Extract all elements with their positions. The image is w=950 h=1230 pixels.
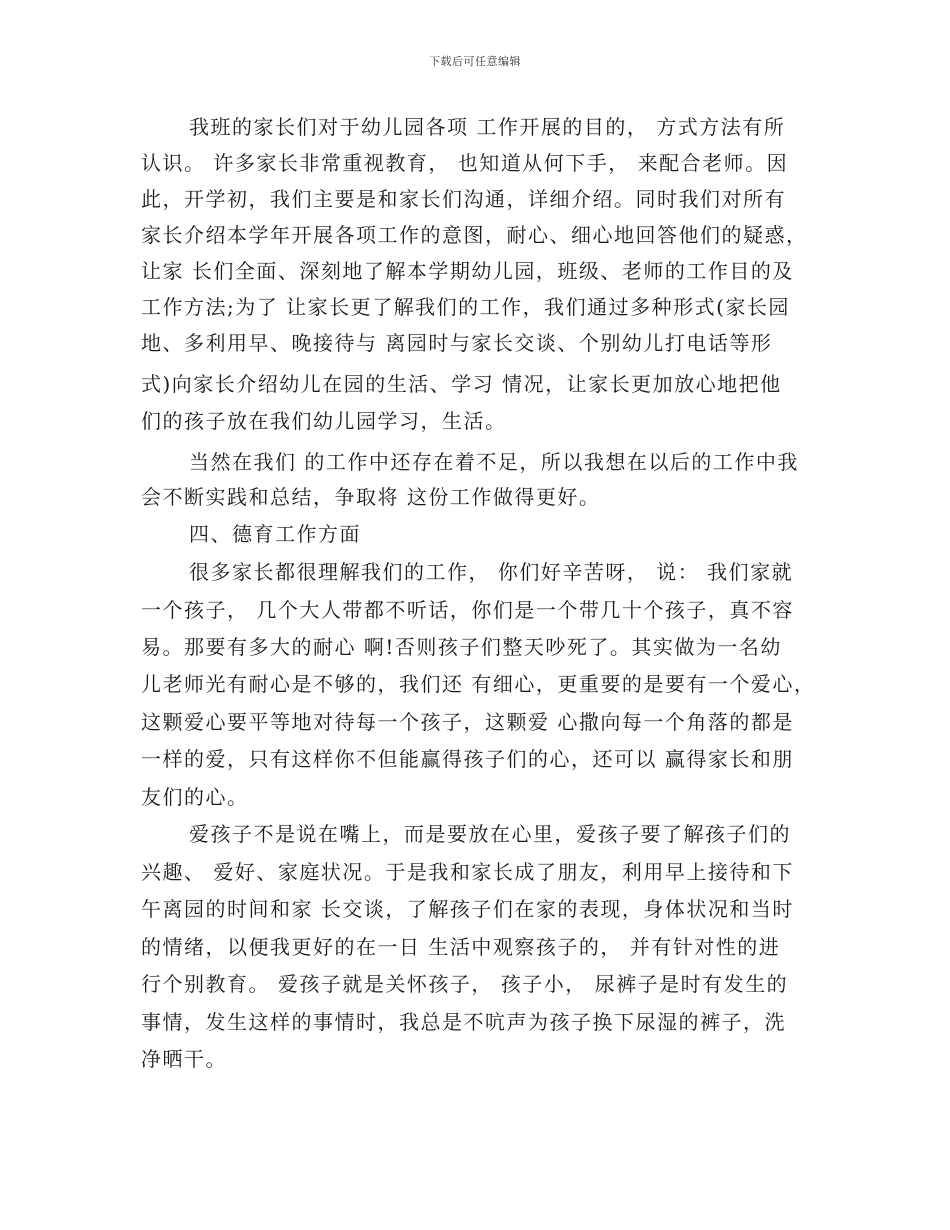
text-line: 很多家长都很理解我们的工作， 你们好辛苦呀， 说： 我们家就 (189, 560, 794, 584)
text-line: 工作方法;为了 让家长更了解我们的工作，我们通过多种形式(家长园 (141, 295, 790, 319)
text-line: 净晒干。 (141, 1047, 227, 1071)
text-line: 友们的心。 (141, 785, 249, 809)
text-line: 家长介绍本学年开展各项工作的意图，耐心、细心地回答他们的疑惑， (141, 223, 808, 247)
text-line: 儿老师光有耐心是不够的，我们还 有细心，更重要的是要有一个爱心， (141, 672, 816, 696)
text-line: 兴趣、 爱好、家庭状况。于是我和家长成了朋友，利用早上接待和下 (141, 860, 794, 884)
text-line: 事情，发生这样的事情时，我总是不吭声为孩子换下尿湿的裤子，洗 (141, 1010, 786, 1034)
text-line: 认识。 许多家长非常重视教育， 也知道从何下手， 来配合老师。因 (141, 151, 789, 175)
text-line: 式)向家长介绍幼儿在园的生活、学习 情况，让家长更加放心地把他 (141, 372, 782, 396)
text-line: 爱孩子不是说在嘴上，而是要放在心里，爱孩子要了解孩子们的 (189, 822, 791, 846)
text-line: 地、多利用早、晚接待与 离园时与家长交谈、个别幼儿打电话等形 (141, 331, 773, 355)
text-line: 易。那要有多大的耐心 啊!否则孩子们整天吵死了。其实做为一名幼 (141, 635, 782, 659)
text-line: 会不断实践和总结，争取将 这份工作做得更好。 (141, 485, 601, 509)
text-line: 此，开学初，我们主要是和家长们沟通，详细介绍。同时我们对所有 (141, 187, 786, 211)
text-line: 当然在我们 的工作中还存在着不足，所以我想在以后的工作中我 (189, 450, 799, 474)
text-line: 我班的家长们对于幼儿园各项 工作开展的目的， 方式方法有所 (189, 115, 786, 139)
text-line: 的情绪，以便我更好的在一日 生活中观察孩子的， 并有针对性的进 (141, 935, 781, 959)
text-line: 一个孩子， 几个大人带都不听话，你们是一个带几十个孩子，真不容 (141, 598, 794, 622)
section-heading: 四、德育工作方面 (189, 522, 361, 546)
text-line: 让家 长们全面、深刻地了解本学期幼儿园，班级、老师的工作目的及 (141, 259, 794, 283)
text-line: 这颗爱心要平等地对待每一个孩子，这颗爱 心撒向每一个角落的都是 (141, 710, 794, 734)
text-line: 午离园的时间和家 长交谈，了解孩子们在家的表现，身体状况和当时 (141, 897, 794, 921)
page-header: 下载后可任意编辑 (429, 55, 521, 68)
text-line: 一样的爱，只有这样你不但能赢得孩子们的心，还可以 赢得家长和朋 (141, 747, 794, 771)
text-line: 行个别教育。 爱孩子就是关怀孩子， 孩子小， 尿裤子是时有发生的 (141, 972, 789, 996)
text-line: 们的孩子放在我们幼儿园学习，生活。 (141, 409, 507, 433)
